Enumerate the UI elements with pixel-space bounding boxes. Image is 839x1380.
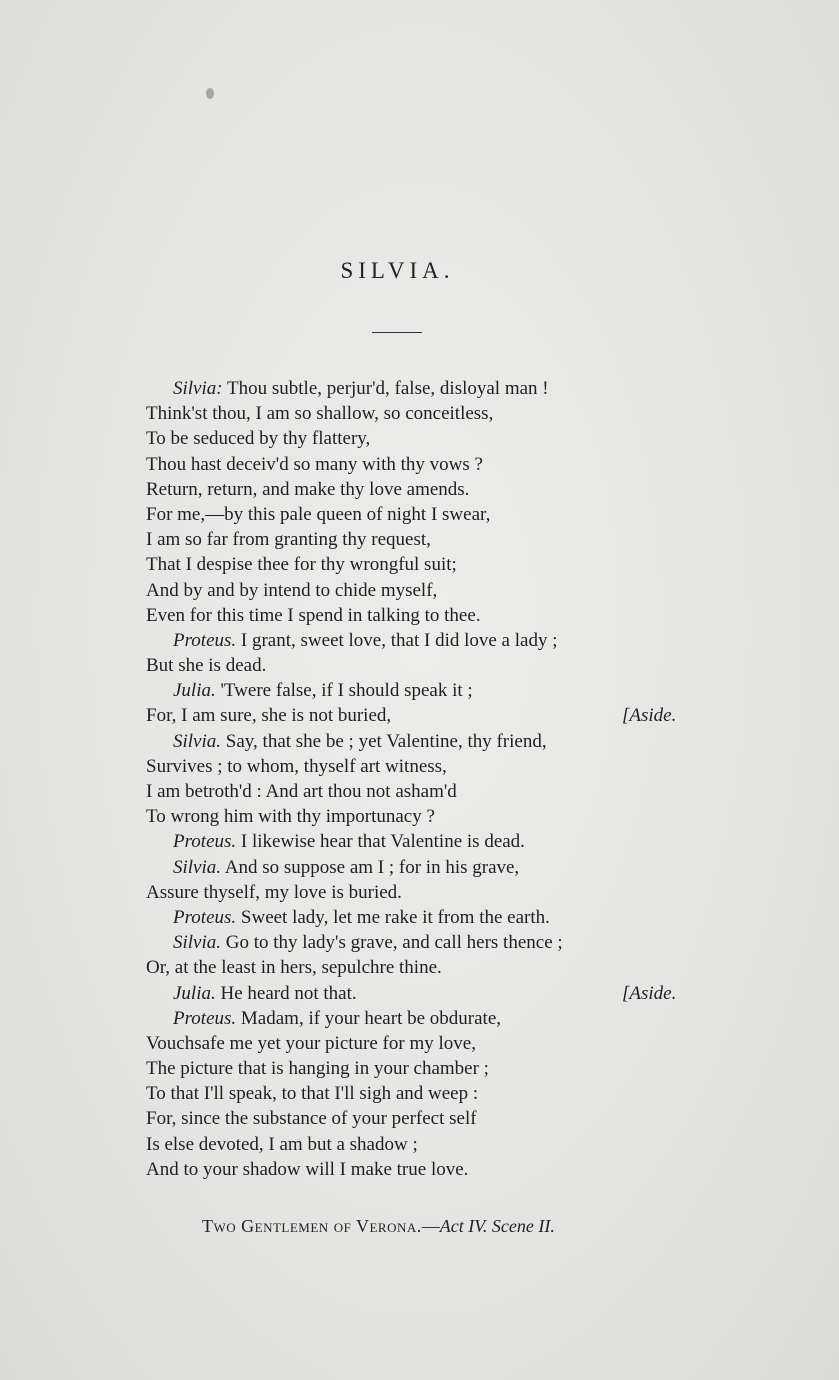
- speaker-name: Silvia:: [173, 378, 223, 399]
- verse-block: [146, 376, 706, 1182]
- speaker-name: Julia.: [173, 680, 216, 702]
- verse-text: To wrong him with thy importunacy ?: [146, 806, 435, 828]
- verse-line: [146, 955, 706, 980]
- speaker-name: Silvia.: [173, 730, 222, 752]
- verse-line: [146, 653, 706, 678]
- verse-line: [146, 1031, 706, 1056]
- title-divider: [372, 332, 422, 333]
- verse-line: [146, 552, 706, 577]
- speaker-name: Proteus.: [173, 629, 237, 651]
- verse-text: The picture that is hanging in your chamber ;: [146, 1058, 489, 1080]
- verse-line: [146, 930, 706, 955]
- verse-line: [146, 401, 706, 426]
- verse-line: [146, 754, 706, 779]
- verse-text: Return, return, and make thy love amends.: [146, 478, 470, 500]
- verse-text: I grant, sweet love, that I did love a lady ;: [236, 629, 558, 651]
- stage-direction-aside: [Aside.: [622, 982, 677, 1004]
- verse-line: [146, 426, 706, 451]
- verse-line: [146, 603, 706, 628]
- ink-speck: [206, 88, 214, 99]
- verse-text: Survives ; to whom, thyself art witness,: [146, 755, 447, 777]
- verse-text: Vouchsafe me yet your picture for my love,: [146, 1032, 476, 1054]
- verse-line: [146, 1132, 706, 1157]
- verse-line: [146, 829, 706, 854]
- verse-line: [146, 578, 706, 603]
- verse-text: Say, that she be ; yet Valentine, thy friend,: [221, 730, 547, 752]
- verse-line: [146, 527, 706, 552]
- verse-line: [146, 703, 706, 728]
- verse-text: And by and by intend to chide myself,: [146, 579, 438, 601]
- caption-dash: —: [421, 1216, 440, 1236]
- speaker-name: Proteus.: [173, 906, 237, 928]
- source-caption: [202, 1216, 555, 1237]
- verse-text: Is else devoted, I am but a shadow ;: [146, 1133, 418, 1155]
- verse-text: He heard not that.: [215, 982, 357, 1004]
- verse-line: [146, 1006, 706, 1031]
- verse-line: [146, 678, 706, 703]
- verse-line: [146, 804, 706, 829]
- speaker-name: Silvia.: [173, 856, 222, 878]
- verse-line: [146, 880, 706, 905]
- verse-line: [146, 1106, 706, 1131]
- speaker-name: Proteus.: [173, 831, 237, 853]
- verse-line: [146, 1157, 706, 1182]
- verse-text: Even for this time I spend in talking to thee.: [146, 604, 481, 626]
- verse-line: [146, 628, 706, 653]
- verse-text: That I despise thee for thy wrongful suit;: [146, 554, 457, 576]
- speaker-name: Proteus.: [173, 1007, 237, 1029]
- verse-line: [146, 905, 706, 930]
- verse-text: I likewise hear that Valentine is dead.: [236, 831, 525, 853]
- verse-line: [146, 1081, 706, 1106]
- verse-text: Or, at the least in hers, sepulchre thine.: [146, 957, 442, 979]
- verse-line: [146, 981, 706, 1006]
- verse-text: But she is dead.: [146, 655, 267, 677]
- speaker-name: Silvia.: [173, 932, 222, 954]
- verse-text: 'Twere false, if I should speak it ;: [215, 680, 473, 702]
- verse-line: [146, 779, 706, 804]
- verse-text: Go to thy lady's grave, and call hers thence ;: [221, 932, 563, 954]
- verse-text: Thou hast deceiv'd so many with thy vows ?: [146, 453, 483, 475]
- verse-text: For, since the substance of your perfect self: [146, 1108, 477, 1130]
- stage-direction-aside: [Aside.: [622, 705, 677, 727]
- verse-line: [146, 855, 706, 880]
- verse-text: Think'st thou, I am so shallow, so conceitless,: [146, 403, 494, 425]
- verse-text: To be seduced by thy flattery,: [146, 428, 371, 450]
- verse-line: [146, 477, 706, 502]
- verse-text: Madam, if your heart be obdurate,: [236, 1007, 502, 1029]
- page-title: SILVIA.: [340, 258, 455, 283]
- verse-line: [146, 452, 706, 477]
- verse-text: For me,—by this pale queen of night I swear,: [146, 503, 491, 525]
- verse-text: And to your shadow will I make true love.: [146, 1158, 469, 1180]
- verse-text: I am so far from granting thy request,: [146, 529, 431, 551]
- verse-line: [146, 729, 706, 754]
- verse-line: [146, 1056, 706, 1081]
- verse-line: [146, 502, 706, 527]
- verse-text: Thou subtle, perjur'd, false, disloyal man !: [222, 378, 549, 399]
- caption-act-scene: Act IV. Scene II.: [439, 1216, 555, 1236]
- verse-text: For, I am sure, she is not buried,: [146, 705, 392, 727]
- caption-play: Two Gentlemen of Verona.: [202, 1216, 422, 1236]
- speaker-name: Julia.: [173, 982, 216, 1004]
- verse-text: And so suppose am I ; for in his grave,: [221, 856, 520, 878]
- verse-text: Sweet lady, let me rake it from the earth.: [236, 906, 550, 928]
- verse-line: [146, 376, 706, 401]
- verse-text: Assure thyself, my love is buried.: [146, 881, 402, 903]
- verse-text: To that I'll speak, to that I'll sigh and weep :: [146, 1083, 479, 1105]
- verse-text: I am betroth'd : And art thou not asham'd: [146, 781, 457, 802]
